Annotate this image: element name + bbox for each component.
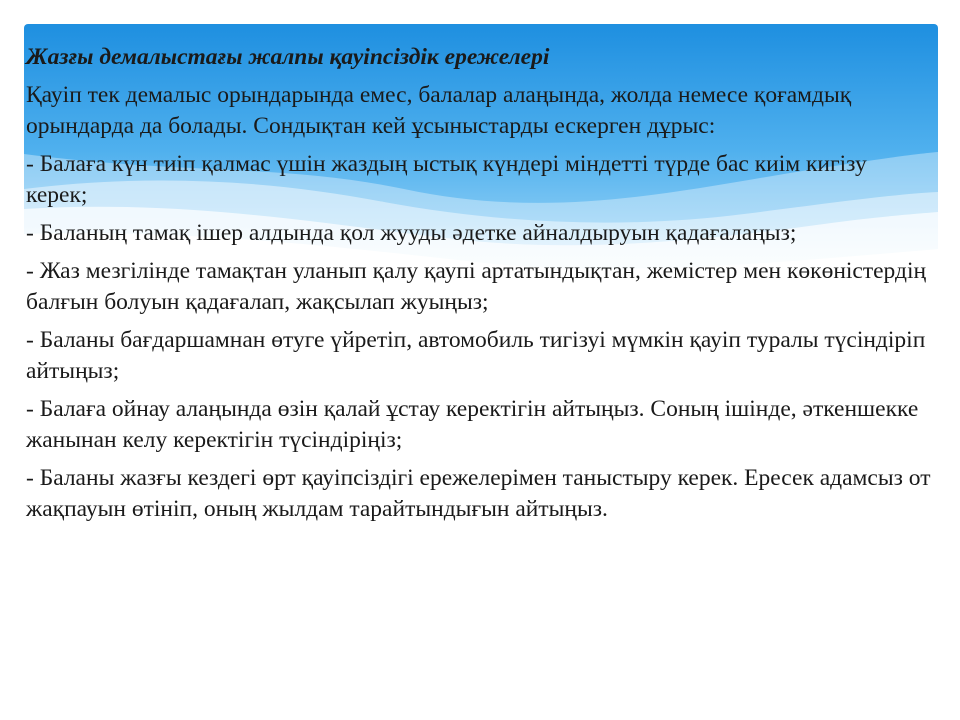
list-item: - Балаға күн тиіп қалмас үшін жаздың ыстық күндері міндетті түрде бас киім кигізу керек; [26,151,867,208]
slide-body [26,42,931,532]
intro-paragraph: Қауіп тек демалыс орындарында емес, балалар алаңында, жолда немесе қоғамдық орындарда да болады. Сондықтан кей ұсыныстарды ескерген дұрыс: [26,82,852,139]
list-item: - Балаға ойнау алаңында өзін қалай ұстау керектігін айтыңыз. Соның ішінде, әткеншекке жанынан келу керектігін түсіндіріңіз; [26,396,919,453]
list-item: - Баланың тамақ ішер алдында қол жууды әдетке айналдыруын қадағалаңыз; [26,220,797,246]
list-item: - Баланы жазғы кездегі өрт қауіпсіздігі ережелерімен таныстыру керек. Ересек адамсыз от жақпауын өтініп, оның жылдам тарайтындығын айтыңыз. [26,465,931,522]
list-item: - Жаз мезгілінде тамақтан уланып қалу қаупі артатындықтан, жемістер мен көкөністердің балғын болуын қадағалап, жақсылап жуыңыз; [26,258,927,315]
list-item: - Баланы бағдаршамнан өтуге үйретіп, автомобиль тигізуі мүмкін қауіп туралы түсіндіріп айтыңыз; [26,327,926,384]
slide-title: Жазғы демалыстағы жалпы қауіпсіздік ережелері [26,44,550,70]
